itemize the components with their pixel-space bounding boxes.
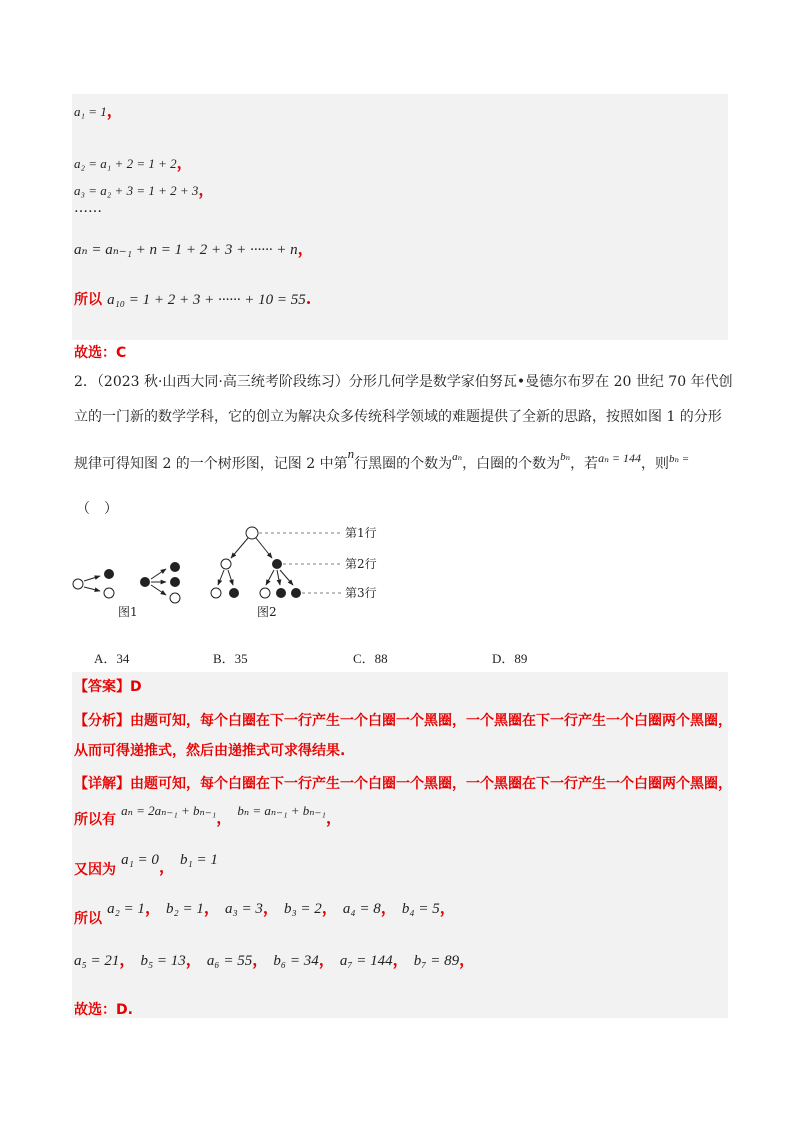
choice-c[interactable]: C．88 — [353, 651, 388, 666]
solution-1-ellipsis: …… — [74, 200, 102, 216]
choice-b[interactable]: B．35 — [213, 651, 248, 666]
choice-a[interactable]: A．34 — [94, 651, 130, 666]
question-2-answer-paren: （ ） — [76, 501, 118, 517]
figure-2-label: 图2 — [257, 605, 277, 619]
answer-2-values-1: 所以 a₂ = 1， b₂ = 1， a₃ = 3， b₃ = 2， a₄ = 8， b₄ = 5， — [74, 898, 456, 927]
question-2-line-3: 规律可得知图 2 的一个树形图，记图 2 中第n行黑圈的个数为$^{a_n}$，白圈的个数为$^{b_n}$，若aₙ = 144，则$^{b_n =}$ — [74, 446, 690, 472]
answer-2-answer: 【答案】D — [74, 679, 142, 695]
solution-1-answer: 故选：C — [74, 345, 127, 361]
solution-1-line-3: a₃ = a₂ + 3 = 1 + 2 + 3， — [74, 180, 215, 199]
row-2-label: 第2行 — [345, 557, 377, 571]
question-2-line-1: 2．（2023 秋·山西大同·高三统考阶段练习）分形几何学是数学家伯努瓦•曼德尔布罗在 20 世纪 70 年代创 — [74, 374, 733, 390]
figure-1 — [73, 562, 180, 619]
answer-2-detail-1: 【详解】由题可知，每个白圈在下一行产生一个白圈一个黑圈，一个黑圈在下一行产生一个白圈两个黑圈， — [74, 776, 732, 792]
answer-2-final: 故选：D. — [74, 1002, 133, 1018]
answer-2-initial: 又因为 a₁ = 0， b₁ = 1 — [74, 852, 218, 878]
row-1-label: 第1行 — [345, 526, 377, 540]
solution-1-line-1: a₁ = 1， — [74, 101, 123, 120]
solution-1-line-2: a₂ = a₁ + 2 = 1 + 2， — [74, 153, 193, 172]
question-2-line-2: 立的一门新的数学学科，它的创立为解决众多传统科学领域的难题提供了全新的思路，按照如图 1 的分形 — [74, 409, 722, 425]
figure-2 — [211, 526, 377, 619]
answer-2-analysis-2: 从而可得递推式，然后由递推式可求得结果. — [74, 743, 346, 759]
answer-2-values-2: a₅ = 21， b₅ = 13， a₆ = 55， b₆ = 34， a₇ = 144， b₇ = 89， — [74, 950, 476, 969]
solution-1-line-4: aₙ = aₙ₋₁ + n = 1 + 2 + 3 + ······ + n， — [74, 239, 314, 258]
answer-2-analysis-1: 【分析】由题可知，每个白圈在下一行产生一个白圈一个黑圈，一个黑圈在下一行产生一个白圈两个黑圈， — [74, 713, 732, 729]
figure-1-label: 图1 — [118, 605, 138, 619]
answer-2-recurrence: 所以有 aₙ = 2aₙ₋₁ + bₙ₋₁， bₙ = aₙ₋₁ + bₙ₋₁， — [74, 803, 342, 828]
choice-d[interactable]: D．89 — [492, 651, 528, 666]
row-3-label: 第3行 — [345, 586, 377, 600]
solution-1-line-5: 所以 a₁₀ = 1 + 2 + 3 + ······ + 10 = 55. — [74, 289, 312, 308]
